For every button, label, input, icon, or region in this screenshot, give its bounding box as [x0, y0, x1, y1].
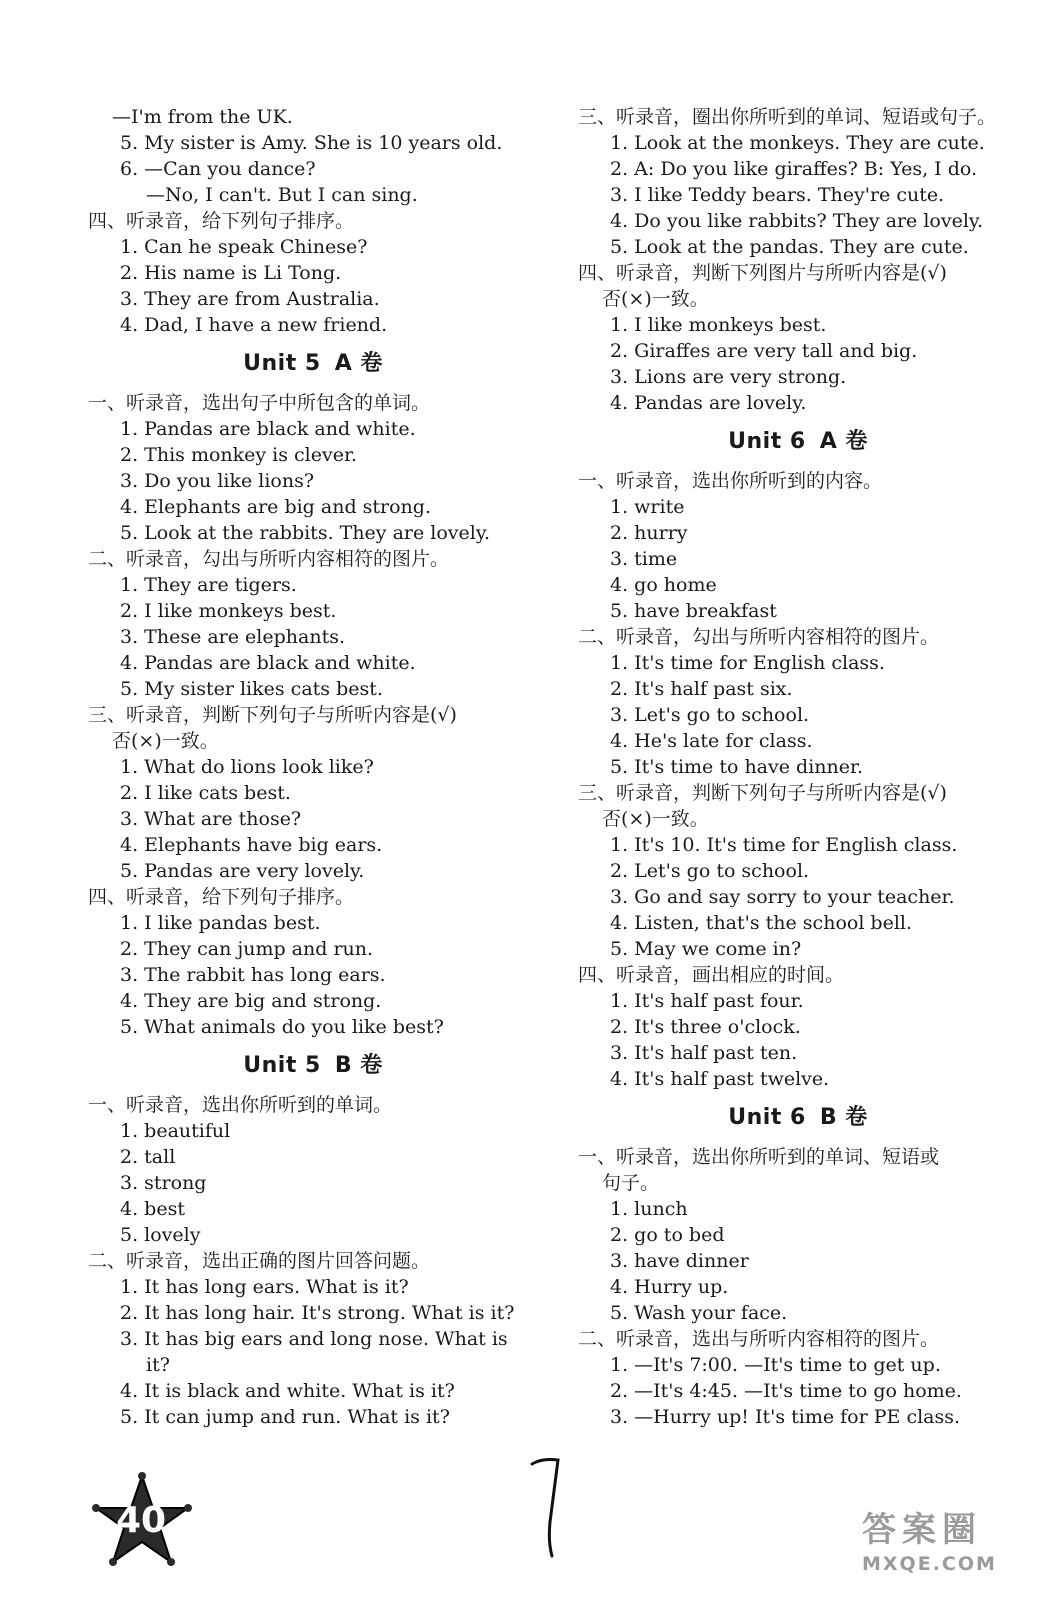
list-item: 2. His name is Li Tong.	[120, 262, 342, 284]
watermark-url: MXQE.COM	[862, 1553, 997, 1575]
list-item: 3. It's half past ten.	[610, 1042, 798, 1064]
list-item: 5. have breakfast	[610, 600, 777, 622]
watermark	[862, 1508, 1052, 1594]
section-heading: 二、听录音，选出与所听内容相符的图片。	[578, 1328, 940, 1350]
unit-part: A 卷	[334, 351, 383, 376]
list-item: 1. Look at the monkeys. They are cute.	[610, 132, 985, 154]
list-item: 1. What do lions look like?	[120, 756, 374, 778]
list-item: 3. I like Teddy bears. They're cute.	[610, 184, 945, 206]
list-item: 5. It's time to have dinner.	[610, 756, 864, 778]
list-item: 2. This monkey is clever.	[120, 444, 358, 466]
list-item: 2. Giraffes are very tall and big.	[610, 340, 918, 362]
list-item: 1. lunch	[610, 1198, 688, 1220]
list-item: 3. They are from Australia.	[120, 288, 380, 310]
list-item: 4. Elephants have big ears.	[120, 834, 383, 856]
list-item: 3. What are those?	[120, 808, 302, 830]
list-item: 1. They are tigers.	[120, 574, 297, 596]
list-item: 1. Pandas are black and white.	[120, 418, 416, 440]
list-item: 2. I like cats best.	[120, 782, 291, 804]
list-item: 2. It's three o'clock.	[610, 1016, 801, 1038]
list-item: 3. time	[610, 548, 678, 570]
list-item: 3. Lions are very strong.	[610, 366, 847, 388]
list-item: 1. It has long ears. What is it?	[120, 1276, 409, 1298]
list-item: 1. write	[610, 496, 685, 518]
unit-part: B 卷	[334, 1053, 383, 1078]
unit-title: Unit 5	[243, 1053, 321, 1078]
section-heading: 三、听录音，判断下列句子与所听内容是(√)	[578, 782, 947, 804]
list-item: 4. best	[120, 1198, 185, 1220]
list-item: 1. I like monkeys best.	[610, 314, 827, 336]
list-item: 2. It has long hair. It's strong. What is it?	[120, 1302, 515, 1324]
unit-heading	[578, 416, 1018, 468]
unit-title: Unit 6	[728, 1105, 806, 1130]
list-item: 1. It's 10. It's time for English class.	[610, 834, 958, 856]
left-column	[88, 104, 538, 1430]
section-heading: 二、听录音，勾出与所听内容相符的图片。	[88, 548, 450, 570]
list-item: 5. My sister is Amy. She is 10 years old.	[120, 132, 503, 154]
list-item: 2. I like monkeys best.	[120, 600, 337, 622]
list-item: 否(×)一致。	[602, 288, 709, 310]
list-item: 5. lovely	[120, 1224, 201, 1246]
list-item: 3. These are elephants.	[120, 626, 346, 648]
unit-heading	[88, 1040, 538, 1092]
section-heading: 一、听录音，选出你所听到的内容。	[578, 470, 883, 492]
list-item: 2. go to bed	[610, 1224, 725, 1246]
section-heading: 四、听录音，给下列句子排序。	[88, 886, 355, 908]
section-heading: 三、听录音，圈出你所听到的单词、短语或句子。	[578, 106, 997, 128]
right-column	[578, 104, 1018, 1430]
list-item: —I'm from the UK.	[112, 106, 293, 128]
list-item: 4. go home	[610, 574, 717, 596]
list-item: 3. strong	[120, 1172, 207, 1194]
unit-heading	[88, 338, 538, 390]
list-item: 3. It has big ears and long nose. What is	[120, 1328, 508, 1350]
list-item: 3. Go and say sorry to your teacher.	[610, 886, 955, 908]
list-item: 4. Dad, I have a new friend.	[120, 314, 388, 336]
list-item: 1. —It's 7:00. —It's time to get up.	[610, 1354, 941, 1376]
list-item: 2. They can jump and run.	[120, 938, 374, 960]
list-item: 4. It's half past twelve.	[610, 1068, 830, 1090]
list-item: 5. Look at the pandas. They are cute.	[610, 236, 969, 258]
unit-title: Unit 5	[243, 351, 321, 376]
section-heading: 四、听录音，判断下列图片与所听内容是(√)	[578, 262, 947, 284]
list-item: 2. —It's 4:45. —It's time to go home.	[610, 1380, 962, 1402]
list-item: 2. A: Do you like giraffes? B: Yes, I do.	[610, 158, 978, 180]
section-heading: 二、听录音，勾出与所听内容相符的图片。	[578, 626, 940, 648]
list-item: 3. Do you like lions?	[120, 470, 315, 492]
list-item: 4. Elephants are big and strong.	[120, 496, 431, 518]
list-item: 5. It can jump and run. What is it?	[120, 1406, 450, 1428]
list-item: 4. It is black and white. What is it?	[120, 1380, 455, 1402]
list-item: 2. It's half past six.	[610, 678, 793, 700]
list-item: 6. —Can you dance?	[120, 158, 316, 180]
list-item: 句子。	[602, 1172, 660, 1194]
unit-title: Unit 6	[728, 429, 806, 454]
section-heading: 四、听录音，给下列句子排序。	[88, 210, 355, 232]
list-item: 1. It's half past four.	[610, 990, 804, 1012]
section-heading: 一、听录音，选出你所听到的单词。	[88, 1094, 393, 1116]
unit-heading	[578, 1092, 1018, 1144]
list-item: 3. —Hurry up! It's time for PE class.	[610, 1406, 961, 1428]
list-item: 4. Listen, that's the school bell.	[610, 912, 913, 934]
list-item: 1. It's time for English class.	[610, 652, 885, 674]
list-item: 否(×)一致。	[112, 730, 219, 752]
list-item: 2. Let's go to school.	[610, 860, 810, 882]
list-item: 5. Look at the rabbits. They are lovely.	[120, 522, 491, 544]
list-item: 1. Can he speak Chinese?	[120, 236, 368, 258]
unit-part: A 卷	[819, 429, 868, 454]
section-heading: 二、听录音，选出正确的图片回答问题。	[88, 1250, 431, 1272]
list-item: 4. They are big and strong.	[120, 990, 382, 1012]
section-heading: 三、听录音，判断下列句子与所听内容是(√)	[88, 704, 457, 726]
list-item: 5. Pandas are very lovely.	[120, 860, 365, 882]
list-item: 1. I like pandas best.	[120, 912, 321, 934]
list-item: 3. have dinner	[610, 1250, 749, 1272]
watermark-logo-text: 答案圈	[862, 1510, 982, 1550]
list-item: 4. Do you like rabbits? They are lovely.	[610, 210, 984, 232]
list-item: 5. My sister likes cats best.	[120, 678, 383, 700]
list-item: 4. He's late for class.	[610, 730, 813, 752]
list-item: 5. What animals do you like best?	[120, 1016, 444, 1038]
list-item: 否(×)一致。	[602, 808, 709, 830]
list-item: 4. Hurry up.	[610, 1276, 729, 1298]
list-item: 5. May we come in?	[610, 938, 802, 960]
page-number-badge	[92, 1472, 192, 1572]
list-item: 3. The rabbit has long ears.	[120, 964, 386, 986]
unit-part: B 卷	[819, 1105, 868, 1130]
page-number: 40	[115, 1500, 167, 1541]
list-item: it?	[146, 1354, 170, 1376]
list-item: 1. beautiful	[120, 1120, 231, 1142]
list-item: —No, I can't. But I can sing.	[146, 184, 418, 206]
list-item: 4. Pandas are lovely.	[610, 392, 807, 414]
list-item: 2. hurry	[610, 522, 688, 544]
list-item: 3. Let's go to school.	[610, 704, 810, 726]
list-item: 5. Wash your face.	[610, 1302, 788, 1324]
section-heading: 一、听录音，选出句子中所包含的单词。	[88, 392, 431, 414]
section-heading: 四、听录音，画出相应的时间。	[578, 964, 845, 986]
section-heading: 一、听录音，选出你所听到的单词、短语或	[578, 1146, 940, 1168]
handwritten-mark	[528, 1452, 568, 1566]
list-item: 4. Pandas are black and white.	[120, 652, 416, 674]
list-item: 2. tall	[120, 1146, 176, 1168]
